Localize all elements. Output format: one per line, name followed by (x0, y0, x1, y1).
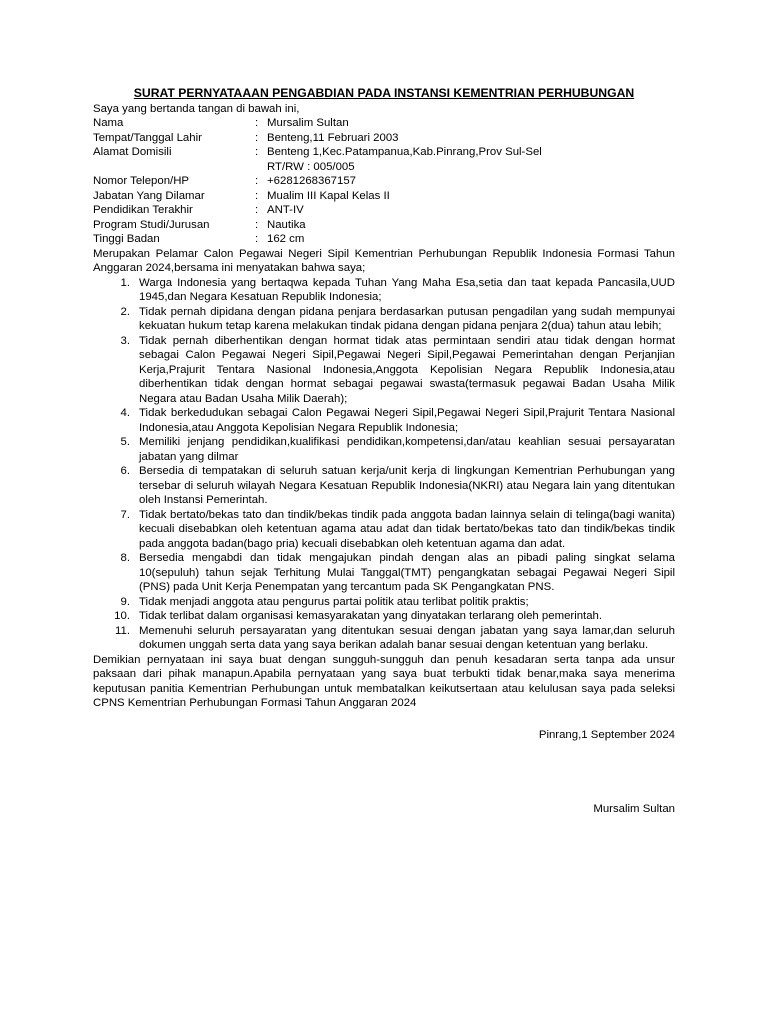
field-value: Benteng,11 Februari 2003 (267, 131, 399, 144)
list-item (93, 276, 675, 305)
field-value: +6281268367157 (267, 175, 357, 187)
list-item (93, 334, 675, 407)
field-label: Program Studi/Jurusan (93, 218, 210, 231)
list-item (93, 305, 675, 334)
field-label: Alamat Domisili (93, 146, 172, 158)
list-item (93, 406, 675, 435)
item-number: 2. (120, 305, 130, 318)
document-page (93, 86, 675, 817)
item-number: 6. (120, 465, 130, 477)
list-item (93, 508, 675, 552)
field-value: Nautika (267, 218, 306, 231)
document-title: SURAT PERNYATAAAN PENGABDIAN PADA INSTANSI KEMENTRIAN PERHUBUNGAN (133, 86, 635, 100)
list-item (93, 624, 675, 653)
field-label: Pendidikan Terakhir (93, 204, 193, 216)
list-item (93, 609, 675, 624)
item-number: 8. (120, 552, 130, 564)
field-label: Tempat/Tanggal Lahir (93, 131, 202, 144)
field-colon: : (255, 117, 259, 129)
field-row (93, 145, 675, 160)
item-text: Warga Indonesia yang bertaqwa kepada Tuhan Yang Maha Esa,setia dan taat kepada Pancasila,UUD 1945,dan Negara Kesatuan Republik Indonesia; (139, 276, 675, 303)
statement-paragraph: Merupakan Pelamar Calon Pegawai Negeri Sipil Kementrian Perhubungan Republik Indonesia Formasi Tahun Anggaran 2024,bersama ini menyatakan bahwa saya; (93, 247, 675, 274)
field-row (93, 203, 675, 218)
item-number: 3. (120, 334, 130, 347)
item-text: Bersedia mengabdi dan tidak mengajukan pindah dengan alas an pibadi paling singkat selama 10(sepuluh) tahun sejak Terhitung Mulai Tanggal(TMT) pengangkatan sebagai Pegawai Negeri Sipil (PNS) pada Unit Kerja Penempatan yang tercantum pada SK Pengangkatan PNS. (139, 552, 675, 593)
field-colon: : (255, 233, 259, 245)
item-text: Tidak pernah diberhentikan dengan hormat tidak atas permintaan sendiri atau tidak dengan hormat sebagai Calon Pegawai Negeri Sipil,Pegawai Negeri Sipil,Pegawai Pemerintahan dengan Perjanjian Kerja,Prajurit Tentara Nasional Indonesia,Anggota Kepolisian Negara Republik Indonesia,atau diberhentikan tidak dengan hormat sebagai pegawai swasta(termasuk pegawai Badan Usaha Milik Negara atau Badan Usaha Milik Daerah); (139, 334, 675, 405)
field-colon: : (255, 146, 259, 158)
item-number: 7. (120, 508, 130, 521)
item-number: 10. (114, 610, 130, 622)
field-row (93, 189, 675, 204)
field-label: Tinggi Badan (93, 233, 160, 245)
item-text: Bersedia di tempatakan di seluruh satuan kerja/unit kerja di lingkungan Kementrian Perhubungan yang tersebar di seluruh wilayah Negara Kesatuan Republik Indonesia(NKRI) atau Negara lain yang ditentukan oleh Instansi Pemerintah. (139, 465, 675, 506)
field-label: Nomor Telepon/HP (93, 175, 190, 187)
field-row (93, 160, 675, 175)
field-colon: : (255, 175, 259, 187)
item-number: 1. (120, 276, 130, 289)
list-item (93, 551, 675, 595)
field-label: Nama (93, 117, 124, 129)
item-number: 9. (120, 595, 130, 608)
item-text: Tidak berkedudukan sebagai Calon Pegawai Negeri Sipil,Pegawai Negeri Sipil,Prajurit Tentara Nasional Indonesia,atau Anggota Kepolisian Negara Republik Indonesia; (139, 407, 675, 434)
field-label (93, 160, 255, 175)
item-text: Tidak terlibat dalam organisasi kemasyarakatan yang dinyatakan terlarang oleh pemerintah. (139, 610, 603, 622)
field-row (93, 131, 675, 146)
field-colon: : (255, 218, 259, 231)
list-item (93, 464, 675, 508)
field-row (93, 232, 675, 247)
list-item (93, 595, 675, 610)
closing-paragraph: Demikian pernyataan ini saya buat dengan sungguh-sungguh dan penuh kesadaran serta tanpa ada unsur paksaan dari pihak manapun.Apabila pernyataan yang saya buat terbukti tidak benar,maka saya menerima keputusan panitia Kementrian Perhubungan untuk membatalkan keikutsertaan atau kelulusan saya pada seleksi CPNS Kementrian Perhubungan Formasi Tahun Anggaran 2024 (93, 653, 675, 709)
item-number: 4. (120, 407, 130, 419)
item-text: Memenuhi seluruh persayaratan yang ditentukan sesuai dengan jabatan yang saya lamar,dan seluruh dokumen unggah serta data yang saya berikan adalah banar sesuai dengan ketentuan yang berlaku. (139, 624, 675, 651)
item-number: 5. (120, 436, 130, 448)
item-text: Tidak pernah dipidana dengan pidana penjara berdasarkan putusan pengadilan yang sudah mempunyai kekuatan hukum tetap karena melakukan tindak pidana dengan pidana penjara 2(dua) tahun atau lebih; (139, 305, 675, 332)
field-value: RT/RW : 005/005 (267, 160, 355, 173)
item-number: 11. (115, 624, 130, 637)
field-row (93, 218, 675, 233)
field-value: Benteng 1,Kec.Patampanua,Kab.Pinrang,Prov Sul-Sel (267, 146, 542, 158)
field-label: Jabatan Yang Dilamar (93, 189, 205, 202)
item-text: Tidak menjadi anggota atau pengurus partai politik atau terlibat politik praktis; (139, 595, 529, 608)
field-colon (255, 160, 267, 175)
declaration-list (93, 276, 675, 653)
field-colon: : (255, 204, 259, 216)
field-row (93, 116, 675, 131)
field-value: Mursalim Sultan (267, 117, 349, 129)
field-row (93, 174, 675, 189)
signatory-name: Mursalim Sultan (593, 803, 675, 815)
list-item (93, 435, 675, 464)
field-value: 162 cm (267, 233, 305, 245)
identity-fields (93, 116, 675, 247)
item-text: Memiliki jenjang pendidikan,kualifikasi pendidikan,kompetensi,dan/atau keahlian sesuai persayaratan jabatan yang dilmar (139, 436, 675, 463)
field-value: ANT-IV (267, 204, 304, 216)
field-value: Mualim III Kapal Kelas II (267, 189, 390, 202)
field-colon: : (255, 189, 259, 202)
place-date: Pinrang,1 September 2024 (538, 728, 675, 741)
field-colon: : (255, 131, 259, 144)
intro-line: Saya yang bertanda tangan di bawah ini, (93, 102, 300, 115)
item-text: Tidak bertato/bekas tato dan tindik/bekas tindik pada anggota badan lainnya selain di telinga(bagi wanita) kecuali disebabkan oleh ketentuan agama atau adat dan tidak bertato/bekas tato dan tindik/bekas tindik pada anggota badan(bago pria) kecuali disebabkan oleh ketentuan agama dan adat. (139, 508, 675, 550)
